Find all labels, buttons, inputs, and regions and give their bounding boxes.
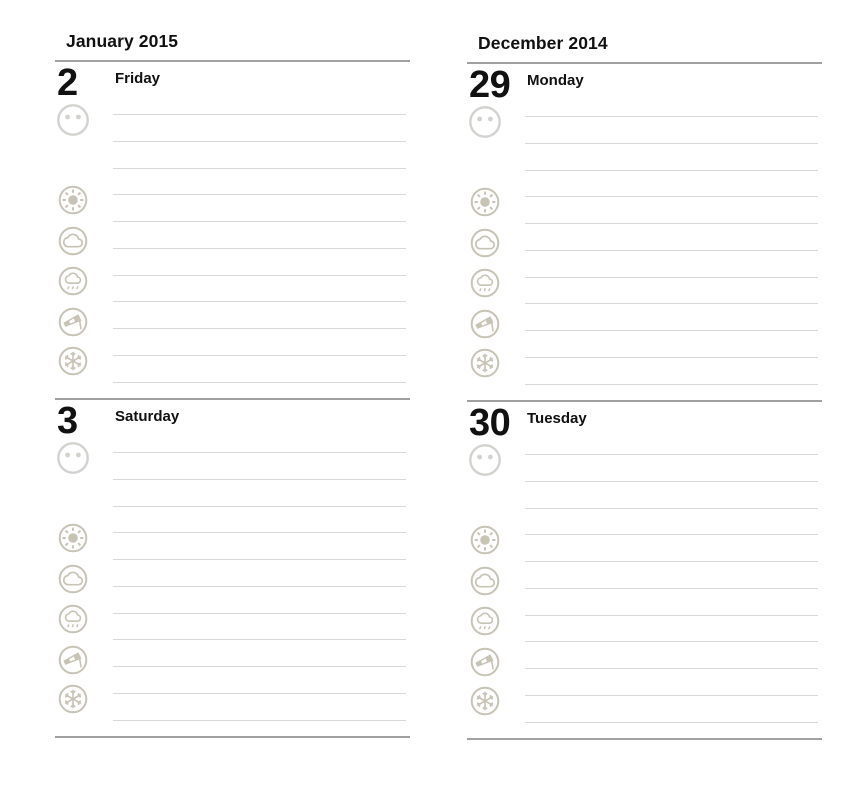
neutral-face-icon [56,103,90,137]
snowflake-icon [58,684,88,714]
writing-line [113,301,406,302]
writing-lines [113,400,406,736]
writing-line [113,141,406,142]
day-number: 29 [469,64,511,106]
writing-line [525,641,818,642]
writing-line [525,481,818,482]
cloud-icon [470,566,500,596]
cloud-icon [470,228,500,258]
sun-icon [58,523,88,553]
day-weekday-label: Monday [527,72,584,89]
snowflake-icon [58,346,88,376]
windsock-icon [470,309,500,339]
writing-line [525,534,818,535]
writing-line [525,454,818,455]
rain-cloud-icon [470,268,500,298]
snowflake-icon [470,686,500,716]
writing-line [113,639,406,640]
writing-line [525,303,818,304]
writing-line [525,196,818,197]
day-section [467,62,822,400]
writing-line [525,722,818,723]
writing-line [113,194,406,195]
writing-lines [525,402,818,738]
day-number: 30 [469,402,511,444]
writing-line [113,693,406,694]
writing-line [525,695,818,696]
neutral-face-icon [56,441,90,475]
writing-line [113,613,406,614]
writing-line [113,479,406,480]
writing-line [113,248,406,249]
rain-cloud-icon [58,604,88,634]
day-number: 3 [57,400,78,442]
neutral-face-icon [468,443,502,477]
day-number: 2 [57,62,78,104]
month-column [55,30,410,738]
sun-icon [58,185,88,215]
snowflake-icon [470,348,500,378]
writing-lines [525,64,818,400]
writing-line [113,168,406,169]
day-section [55,60,410,398]
writing-line [113,506,406,507]
writing-line [113,382,406,383]
writing-line [525,508,818,509]
writing-line [525,384,818,385]
writing-line [113,452,406,453]
cloud-icon [58,226,88,256]
writing-lines [113,62,406,398]
writing-line [525,668,818,669]
neutral-face-icon [468,105,502,139]
writing-line [113,559,406,560]
windsock-icon [58,645,88,675]
column-bottom-rule [467,738,822,740]
day-weekday-label: Tuesday [527,410,587,427]
day-weekday-label: Friday [115,70,161,87]
day-section [55,398,410,736]
writing-line [113,532,406,533]
writing-line [525,143,818,144]
writing-line [525,116,818,117]
writing-line [113,328,406,329]
writing-line [525,250,818,251]
windsock-icon [470,647,500,677]
day-section [467,400,822,738]
windsock-icon [58,307,88,337]
month-column [467,32,822,740]
writing-line [525,588,818,589]
rain-cloud-icon [470,606,500,636]
writing-line [113,720,406,721]
writing-line [113,586,406,587]
column-bottom-rule [55,736,410,738]
cloud-icon [58,564,88,594]
writing-line [113,666,406,667]
writing-line [113,114,406,115]
sun-icon [470,187,500,217]
month-title: December 2014 [478,33,608,53]
rain-cloud-icon [58,266,88,296]
writing-line [113,275,406,276]
month-title: January 2015 [66,31,179,51]
writing-line [525,223,818,224]
writing-line [525,615,818,616]
writing-line [525,561,818,562]
day-weekday-label: Saturday [115,408,180,425]
writing-line [525,170,818,171]
writing-line [525,357,818,358]
writing-line [113,355,406,356]
writing-line [113,221,406,222]
sun-icon [470,525,500,555]
writing-line [525,277,818,278]
writing-line [525,330,818,331]
